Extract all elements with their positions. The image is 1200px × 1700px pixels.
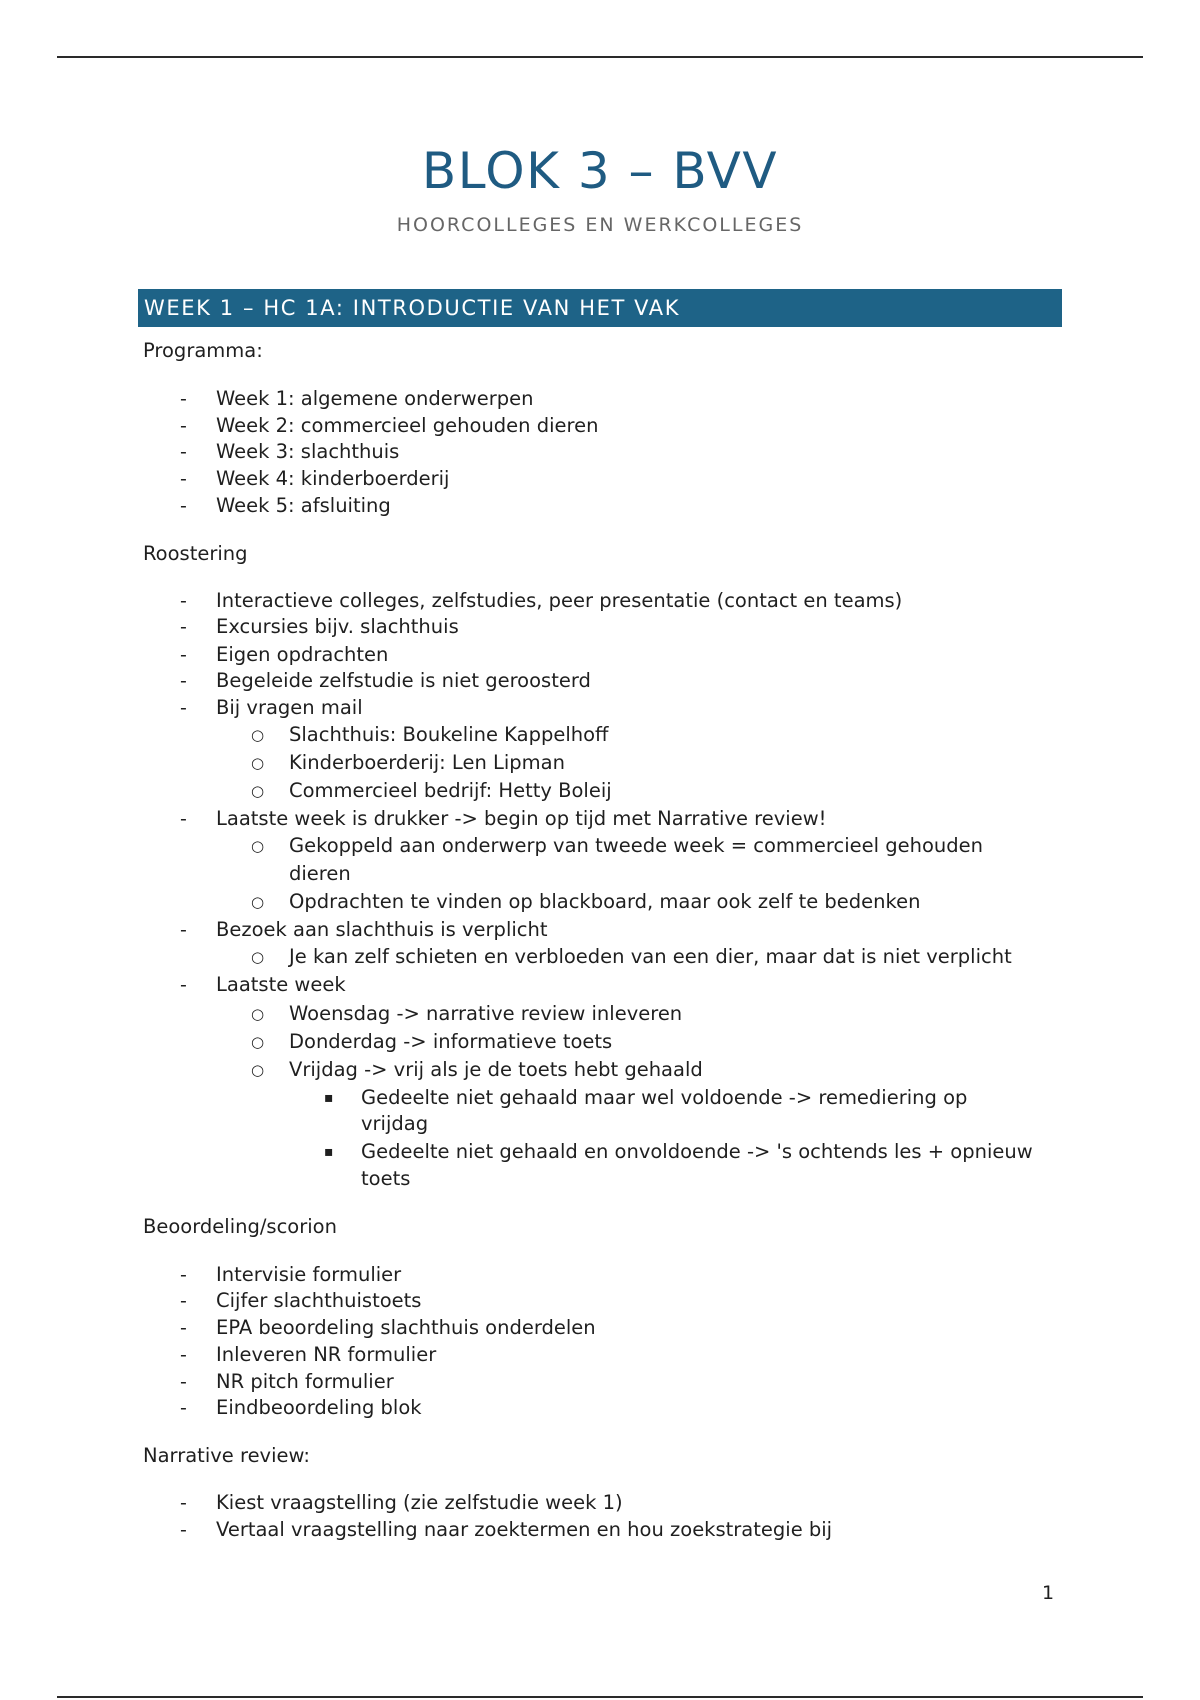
section-label-narrative-review: Narrative review: (143, 1444, 310, 1467)
list-item: EPA beoordeling slachthuis onderdelen (216, 1316, 596, 1339)
sub-list-item: Commercieel bedrijf: Hetty Boleij (289, 779, 612, 802)
section-label-programma: Programma: (143, 339, 263, 362)
dash-marker: - (180, 644, 187, 666)
sub-list-item-continued: dieren (289, 862, 351, 885)
section-label-roostering: Roostering (143, 542, 248, 565)
dash-marker: - (180, 441, 187, 463)
list-item: Week 1: algemene onderwerpen (216, 387, 534, 410)
circle-marker: ○ (251, 1005, 265, 1023)
circle-marker: ○ (251, 837, 265, 855)
dash-marker: - (180, 468, 187, 490)
circle-marker: ○ (251, 893, 265, 911)
dash-marker: - (180, 1317, 187, 1339)
list-item: Week 5: afsluiting (216, 494, 391, 517)
sub-list-item: Opdrachten te vinden op blackboard, maar ook zelf te bedenken (289, 890, 921, 913)
list-item: Week 3: slachthuis (216, 440, 400, 463)
circle-marker: ○ (251, 726, 265, 744)
dash-marker: - (180, 590, 187, 612)
circle-marker: ○ (251, 1061, 265, 1079)
section-label-beoordeling: Beoordeling/scorion (143, 1215, 337, 1238)
list-item: Inleveren NR formulier (216, 1343, 437, 1366)
sub-sub-list-item-continued: vrijdag (361, 1112, 429, 1135)
sub-list-item: Kinderboerderij: Len Lipman (289, 751, 565, 774)
circle-marker: ○ (251, 754, 265, 772)
dash-marker: - (180, 670, 187, 692)
dash-marker: - (180, 919, 187, 941)
page-number: 1 (1042, 1582, 1055, 1604)
list-item: Week 4: kinderboerderij (216, 467, 450, 490)
list-item: Interactieve colleges, zelfstudies, peer presentatie (contact en teams) (216, 589, 903, 612)
dash-marker: - (180, 495, 187, 517)
sub-list-item: Gekoppeld aan onderwerp van tweede week = commercieel gehouden (289, 834, 983, 857)
list-item: Begeleide zelfstudie is niet geroosterd (216, 669, 591, 692)
dash-marker: - (180, 808, 187, 830)
sub-sub-list-item-continued: toets (361, 1167, 411, 1190)
list-item: Vertaal vraagstelling naar zoektermen en hou zoekstrategie bij (216, 1518, 833, 1541)
list-item: Intervisie formulier (216, 1263, 402, 1286)
dash-marker: - (180, 1371, 187, 1393)
list-item: Eigen opdrachten (216, 643, 389, 666)
circle-marker: ○ (251, 1033, 265, 1051)
sub-list-item: Slachthuis: Boukeline Kappelhoff (289, 723, 609, 746)
sub-list-item: Woensdag -> narrative review inleveren (289, 1002, 683, 1025)
list-item: Week 2: commercieel gehouden dieren (216, 414, 599, 437)
dash-marker: - (180, 1344, 187, 1366)
square-marker: ▪ (324, 1090, 334, 1106)
footer-rule (57, 1696, 1143, 1698)
dash-marker: - (180, 1519, 187, 1541)
dash-marker: - (180, 616, 187, 638)
dash-marker: - (180, 388, 187, 410)
list-item: Laatste week is drukker -> begin op tijd met Narrative review! (216, 807, 827, 830)
sub-sub-list-item: Gedeelte niet gehaald en onvoldoende -> 's ochtends les + opnieuw (361, 1140, 1033, 1163)
sub-list-item: Je kan zelf schieten en verbloeden van een dier, maar dat is niet verplicht (289, 945, 1012, 968)
list-item: NR pitch formulier (216, 1370, 394, 1393)
list-item: Eindbeoordeling blok (216, 1396, 422, 1419)
document-title: BLOK 3 – BVV (421, 142, 779, 200)
list-item: Excursies bijv. slachthuis (216, 615, 459, 638)
sub-list-item: Vrijdag -> vrij als je de toets hebt gehaald (289, 1058, 703, 1081)
dash-marker: - (180, 974, 187, 996)
dash-marker: - (180, 1264, 187, 1286)
dash-marker: - (180, 1492, 187, 1514)
list-item: Kiest vraagstelling (zie zelfstudie week 1) (216, 1491, 623, 1514)
dash-marker: - (180, 1397, 187, 1419)
list-item: Bezoek aan slachthuis is verplicht (216, 918, 548, 941)
sub-sub-list-item: Gedeelte niet gehaald maar wel voldoende -> remediering op (361, 1086, 968, 1109)
list-item: Bij vragen mail (216, 696, 363, 719)
dash-marker: - (180, 697, 187, 719)
section-heading: WEEK 1 – HC 1A: INTRODUCTIE VAN HET VAK (138, 289, 1062, 327)
sub-list-item: Donderdag -> informatieve toets (289, 1030, 613, 1053)
dash-marker: - (180, 415, 187, 437)
circle-marker: ○ (251, 948, 265, 966)
dash-marker: - (180, 1290, 187, 1312)
circle-marker: ○ (251, 782, 265, 800)
square-marker: ▪ (324, 1144, 334, 1160)
document-subtitle: HOORCOLLEGES EN WERKCOLLEGES (396, 214, 804, 236)
list-item: Cijfer slachthuistoets (216, 1289, 422, 1312)
list-item: Laatste week (216, 973, 346, 996)
